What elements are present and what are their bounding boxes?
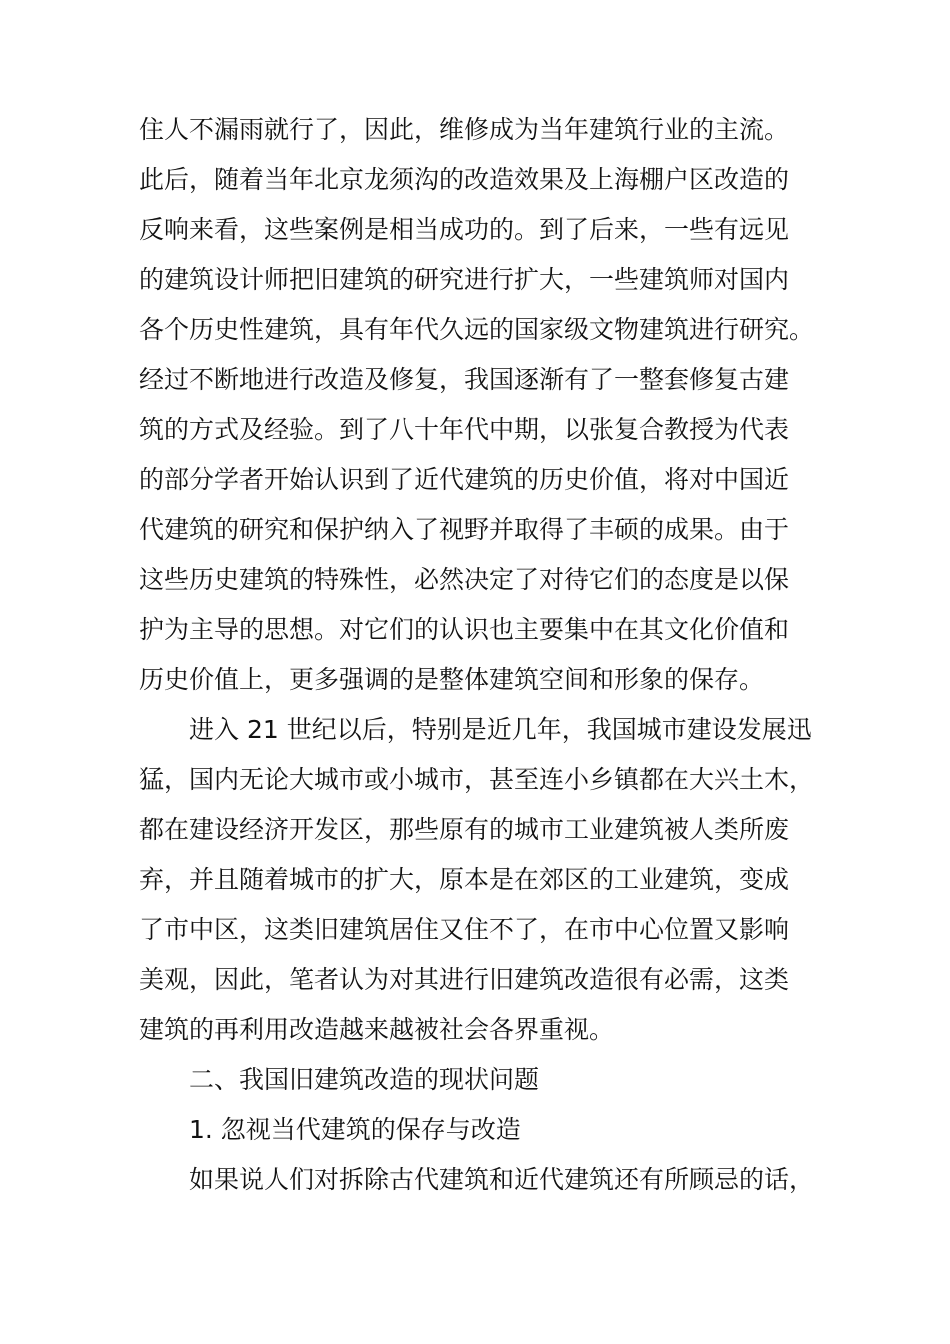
paragraph-line: 代建筑的研究和保护纳入了视野并取得了丰硕的成果。由于 [139,515,790,544]
paragraph-line: 如果说人们对拆除古代建筑和近代建筑还有所顾忌的话， [189,1165,815,1194]
paragraph-line: 经过不断地进行改造及修复，我国逐渐有了一整套修复古建 [139,365,790,394]
paragraph-line: 建筑的再利用改造越来越被社会各界重视。 [139,1015,615,1044]
subsection-heading: 1. 忽视当代建筑的保存与改造 [189,1115,521,1144]
paragraph-line: 的建筑设计师把旧建筑的研究进行扩大，一些建筑师对国内 [139,265,790,294]
paragraph-line: 住人不漏雨就行了，因此，维修成为当年建筑行业的主流。 [139,115,790,144]
paragraph-line: 的部分学者开始认识到了近代建筑的历史价值，将对中国近 [139,465,790,494]
paragraph-line: 这些历史建筑的特殊性，必然决定了对待它们的态度是以保 [139,565,790,594]
paragraph-line: 历史价值上，更多强调的是整体建筑空间和形象的保存。 [139,665,765,694]
paragraph-line: 弃，并且随着城市的扩大，原本是在郊区的工业建筑，变成 [139,865,790,894]
paragraph-line: 护为主导的思想。对它们的认识也主要集中在其文化价值和 [139,615,790,644]
paragraph-line: 各个历史性建筑，具有年代久远的国家级文物建筑进行研究。 [139,315,815,344]
paragraph-line: 了市中区，这类旧建筑居住又住不了，在市中心位置又影响 [139,915,790,944]
section-heading: 二、我国旧建筑改造的现状问题 [189,1065,540,1094]
paragraph-line: 都在建设经济开发区，那些原有的城市工业建筑被人类所废 [139,815,790,844]
paragraph-line: 筑的方式及经验。到了八十年代中期，以张复合教授为代表 [139,415,790,444]
paragraph-line: 猛，国内无论大城市或小城市，甚至连小乡镇都在大兴土木， [139,765,815,794]
paragraph-line: 反响来看，这些案例是相当成功的。到了后来，一些有远见 [139,215,790,244]
paragraph-line: 美观，因此，笔者认为对其进行旧建筑改造很有必需，这类 [139,965,790,994]
paragraph-line: 进入 21 世纪以后，特别是近几年，我国城市建设发展迅 [189,715,812,744]
paragraph-line: 此后，随着当年北京龙须沟的改造效果及上海棚户区改造的 [139,165,790,194]
